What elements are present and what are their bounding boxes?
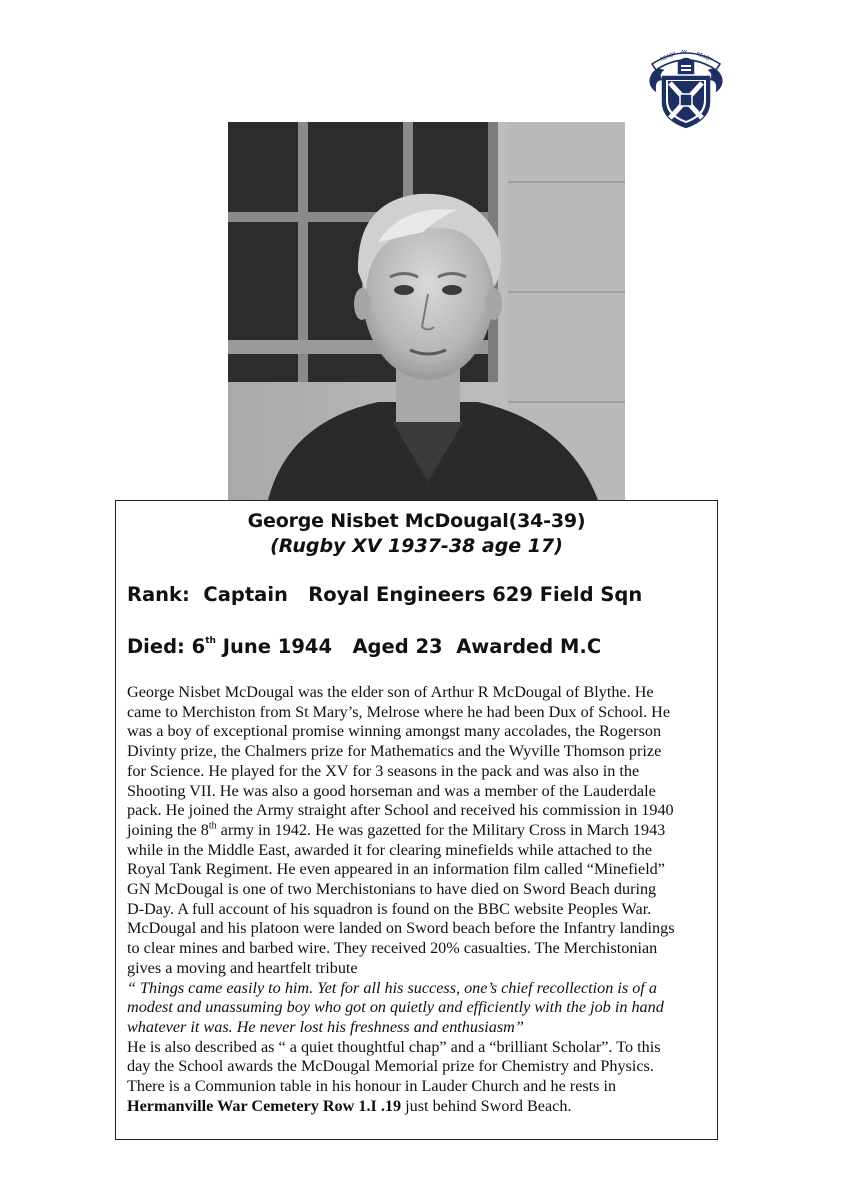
bio-line: George Nisbet McDougal was the elder son of Arthur R McDougal of Blythe. He bbox=[127, 683, 654, 701]
svg-text:AY: AY bbox=[681, 50, 688, 56]
tribute-quote-line: “ Things came easily to him. Yet for all his success, one’s chief recollection is of a bbox=[127, 978, 657, 997]
school-crest-logo bbox=[648, 44, 724, 130]
bio-line: while in the Middle East, awarded it for clearing minefields while attached to the bbox=[127, 840, 653, 859]
died-label: Died: bbox=[127, 635, 185, 658]
bio-line: came to Merchiston from St Mary’s, Melrose where he had been Dux of School. He bbox=[127, 702, 671, 721]
bio-line: Shooting VII. He was also a good horseman and was a member of the Lauderdale bbox=[127, 781, 656, 800]
bio-line: day the School awards the McDougal Memorial prize for Chemistry and Physics. bbox=[127, 1057, 654, 1076]
bio-line bbox=[127, 821, 717, 841]
svg-text:READY: READY bbox=[695, 51, 713, 64]
tribute-quote-line: whatever it was. He never lost his freshness and enthusiasm” bbox=[127, 1017, 524, 1036]
bio-line: Divinty prize, the Chalmers prize for Mathematics and the Wyville Thomson prize bbox=[127, 742, 662, 761]
bio-line: was a boy of exceptional promise winning amongst many accolades, the Rogerson bbox=[127, 722, 662, 741]
biography-card bbox=[115, 500, 718, 1140]
bio-fragment: just behind Sword Beach. bbox=[401, 1096, 572, 1115]
ordinal-suffix: th bbox=[208, 820, 217, 832]
death-day-suffix: th bbox=[205, 636, 216, 646]
bio-line: McDougal and his platoon were landed on Sword beach before the Infantry landings bbox=[127, 919, 675, 938]
bio-line bbox=[127, 1097, 717, 1117]
age-value: Aged 23 bbox=[352, 635, 443, 658]
bio-line: There is a Communion table in his honour in Lauder Church and he rests in bbox=[127, 1077, 617, 1096]
bio-line: GN McDougal is one of two Merchistonians to have died on Sword Beach during bbox=[127, 880, 657, 899]
bio-fragment: joining the 8 bbox=[127, 820, 209, 839]
death-date-rest: June 1944 bbox=[222, 635, 333, 658]
bio-line: He is also described as “ a quiet thoughtful chap” and a “brilliant Scholar”. To this bbox=[127, 1037, 661, 1056]
rank-line bbox=[127, 583, 642, 606]
rugby-subtitle: (Rugby XV 1937-38 age 17) bbox=[270, 535, 563, 557]
svg-text:READY: READY bbox=[659, 51, 678, 63]
person-name-heading: George Nisbet McDougal(34-39) bbox=[247, 510, 586, 532]
bio-line: for Science. He played for the XV for 3 seasons in the pack and was also in the bbox=[127, 761, 640, 780]
cemetery-location: Hermanville War Cemetery Row 1.I .19 bbox=[127, 1096, 402, 1115]
bio-line: to clear mines and barbed wire. They received 20% casualties. The Merchistonian bbox=[127, 939, 658, 958]
bio-line: D-Day. A full account of his squadron is found on the BBC website Peoples War. bbox=[127, 899, 652, 918]
tribute-quote-line: modest and unassuming boy who got on quietly and efficiently with the job in hand bbox=[127, 998, 664, 1017]
death-day: 6 bbox=[191, 635, 206, 658]
bio-fragment: army in 1942. He was gazetted for the Military Cross in March 1943 bbox=[216, 820, 666, 839]
unit-value: Royal Engineers 629 Field Sqn bbox=[308, 583, 643, 606]
rank-value: Captain bbox=[203, 583, 288, 606]
biography-text bbox=[127, 683, 717, 1116]
bio-line: gives a moving and heartfelt tribute bbox=[127, 958, 358, 977]
rank-label: Rank: bbox=[127, 583, 190, 606]
bio-line: pack. He joined the Army straight after School and received his commission in 1940 bbox=[127, 801, 674, 820]
portrait-photo bbox=[228, 122, 625, 500]
death-line bbox=[127, 635, 601, 658]
bio-line: Royal Tank Regiment. He even appeared in an information film called “Minefield” bbox=[127, 860, 665, 879]
award-value: Awarded M.C bbox=[456, 635, 602, 658]
